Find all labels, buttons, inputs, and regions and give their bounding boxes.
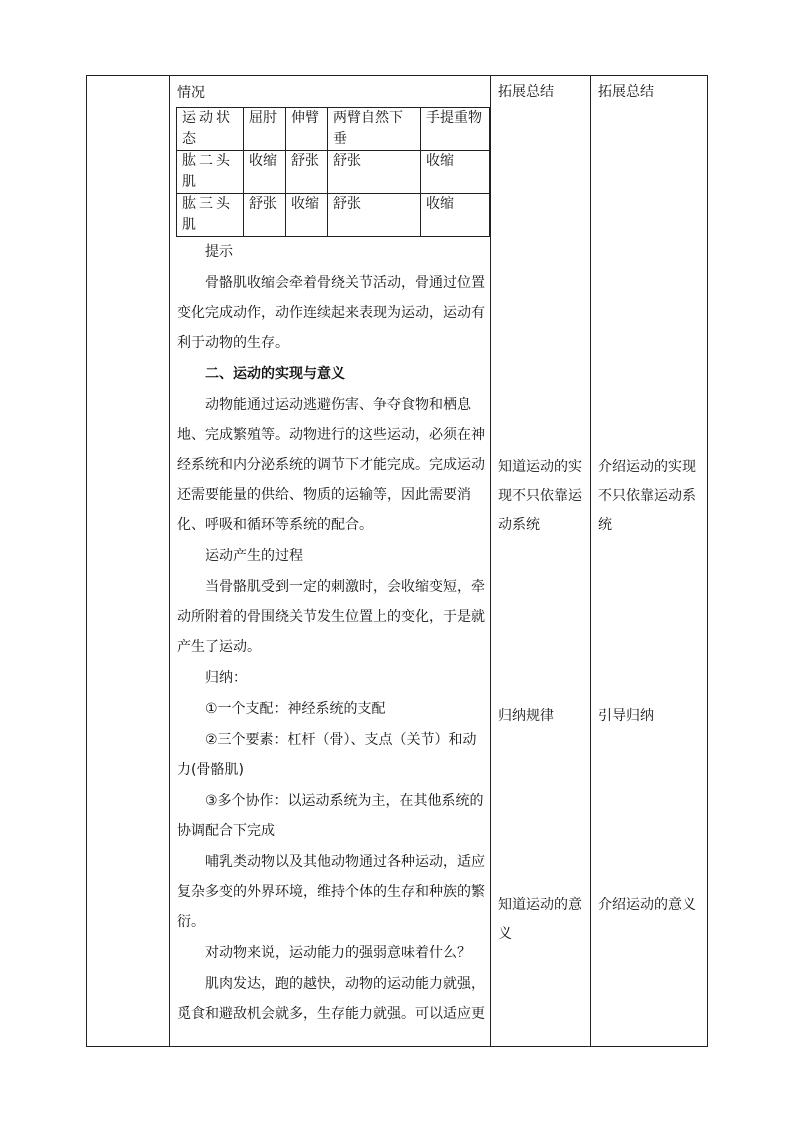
section-heading: 二、运动的实现与意义	[205, 366, 345, 382]
header-cell: 运动状态	[177, 108, 244, 151]
paragraph-motion-process: 当骨骼肌受到一定的刺激时，会收缩变短，牵动所附着的骨围绕关节发生位置上的变化，于是就产生了运动。	[177, 579, 485, 655]
table-cell: 收缩	[244, 151, 286, 194]
table-cell: 肱三头肌	[177, 194, 244, 237]
column-divider	[490, 76, 491, 1046]
header-cell: 手提重物	[421, 108, 490, 151]
header-cell: 屈肘	[244, 108, 286, 151]
student-activity-1: 拓展总结	[498, 84, 554, 100]
table-cell: 舒张	[286, 151, 328, 194]
summary-label: 归纳：	[205, 670, 247, 686]
table-cell: 收缩	[286, 194, 328, 237]
teacher-activity-4: 介绍运动的意义	[598, 897, 696, 913]
question-text: 对动物来说，运动能力的强弱意味着什么？	[205, 945, 471, 961]
student-activity-4: 知道运动的意义	[498, 897, 582, 942]
table-header-row	[177, 108, 490, 151]
teacher-activity-3: 引导归纳	[598, 708, 654, 724]
student-activity-3: 归纳规律	[498, 708, 554, 724]
teacher-activity-1: 拓展总结	[598, 84, 654, 100]
answer-text: 肌肉发达，跑的越快，动物的运动能力就强，觅食和避敌机会就多，生存能力就强。可以适应更	[177, 976, 485, 1022]
table-row	[177, 194, 490, 237]
paragraph-title-process: 运动产生的过程	[205, 548, 303, 564]
table-cell: 舒张	[328, 151, 421, 194]
table-cell: 舒张	[244, 194, 286, 237]
summary-item-2: ②三个要素：杠杆（骨）、支点（关节）和动力(骨骼肌)	[177, 732, 477, 778]
header-cell: 伸臂	[286, 108, 328, 151]
header-cell: 两臂自然下垂	[328, 108, 421, 151]
table-cell: 收缩	[421, 194, 490, 237]
summary-item-1: ①一个支配：神经系统的支配	[205, 701, 386, 717]
column-divider	[169, 76, 170, 1046]
table-cell: 收缩	[421, 151, 490, 194]
lesson-table	[86, 75, 708, 1047]
table-cell: 肱二头肌	[177, 151, 244, 194]
student-activity-2: 知道运动的实现不只依靠运动系统	[498, 459, 582, 533]
paragraph-motion-requirements: 动物能通过运动逃避伤害、争夺食物和栖息地、完成繁殖等。动物进行的这些运动，必须在神经系统和内分泌系统的调节下才能完成。完成运动还需要能量的供给、物质的运输等，因此需要消化、呼吸和循环等系统的配合。	[177, 397, 485, 533]
table-cell: 舒张	[328, 194, 421, 237]
paragraph-significance: 哺乳类动物以及其他动物通过各种运动，适应复杂多变的外界环境，维持个体的生存和种族的繁衍。	[177, 854, 485, 930]
intro-text: 情况	[177, 85, 205, 101]
table-row	[177, 151, 490, 194]
muscle-state-table	[176, 107, 490, 237]
hint-paragraph: 骨骼肌收缩会牵着骨绕关节活动，骨通过位置变化完成动作，动作连续起来表现为运动，运动有利于动物的生存。	[177, 275, 485, 351]
hint-label: 提示	[205, 244, 233, 260]
teacher-activity-2: 介绍运动的实现不只依靠运动系统	[598, 459, 696, 533]
summary-item-3: ③多个协作：以运动系统为主，在其他系统的协调配合下完成	[177, 793, 484, 839]
column-divider	[590, 76, 591, 1046]
